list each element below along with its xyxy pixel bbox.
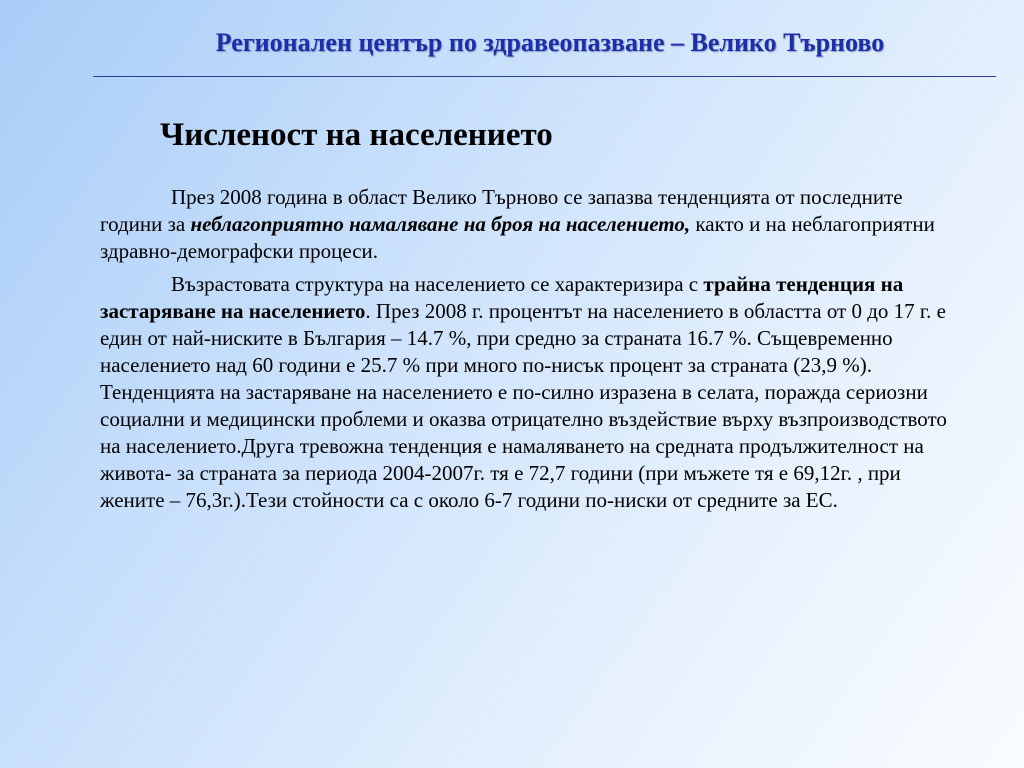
- paragraph-2-text-b: . През 2008 г. процентът на населението в областта от 0 до 17 г. е един от най-ниските в България – 14.7 %, при средно за страната 16.7 %. Същевременно населението над 60 години е 25.7 % при много по-нисък процент за страната (23,9 %). Тенденцията на застаряване на населението е по-силно изразена в селата, поражда сериозни социални и медицински проблеми и оказва отрицателно въздействие върху възпроизводството на населението.Друга тревожна тенденция е намаляването на средната продължителност на живота- за страната за периода 2004-2007г. тя е 72,7 години (при мъжете тя е 69,12г. , при жените – 76,3г.).Тези стойности са с около 6-7 години по-ниски от средните за ЕС.: [100, 299, 947, 512]
- paragraph-2-text-a: Възрастовата структура на населението се характеризира с: [171, 272, 704, 296]
- section-heading: Численост на населението: [160, 117, 553, 153]
- header-divider: [93, 76, 996, 77]
- header-title: Регионален център по здравеопазване – Велико Търново: [215, 28, 885, 57]
- body-text: [100, 184, 962, 520]
- paragraph-1: [100, 184, 962, 265]
- paragraph-2: [100, 271, 962, 514]
- paragraph-1-text-b: както и на неблагоприятни здравно-демографски процеси.: [100, 212, 935, 263]
- paragraph-1-text-a: През 2008 година в област Велико Търново се запазва тенденцията от последните години за: [100, 185, 903, 236]
- paragraph-1-emphasis: неблагоприятно намаляване на броя на населението,: [190, 212, 691, 236]
- paragraph-2-emphasis: трайна тенденция на застаряване на населението: [100, 272, 904, 323]
